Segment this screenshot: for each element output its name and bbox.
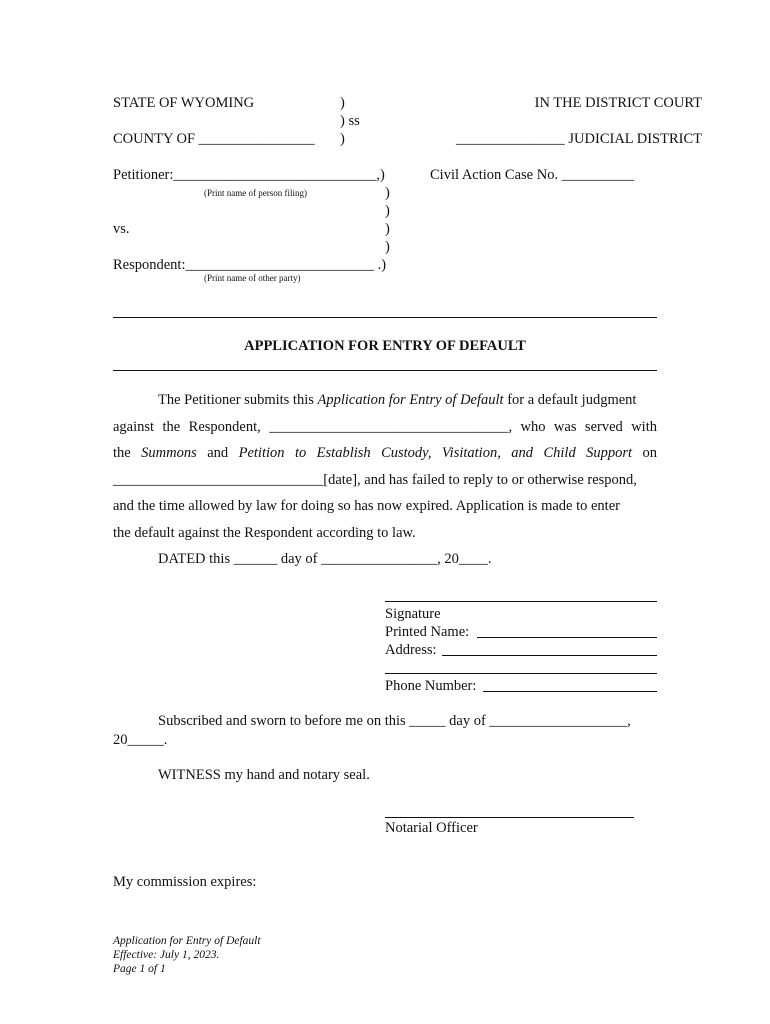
body-text: The Petitioner submits this — [158, 392, 318, 408]
notary-signature-line — [385, 817, 634, 818]
summons-italic: Summons — [141, 445, 197, 461]
body-text: on — [632, 445, 658, 461]
body-line: the default against the Respondent according to law. — [113, 524, 416, 541]
respondent-label: Respondent:__________________________ .) — [113, 257, 387, 273]
caption-paren: ) — [385, 239, 390, 255]
footer-effective-date: Effective: July 1, 2023. — [113, 949, 220, 961]
dated-line: DATED this ______ day of ________________, 20____. — [158, 551, 492, 567]
petition-title-italic: Petition to Establish Custody, Visitation, and Child Support — [238, 445, 633, 461]
application-paragraph — [113, 387, 657, 573]
body-line: and the time allowed by law for doing so has now expired. Application is made to enter — [113, 498, 620, 514]
county-label: COUNTY OF ________________ — [113, 131, 315, 147]
body-text: for a default judgment — [503, 392, 637, 408]
footer-form-name: Application for Entry of Default — [113, 935, 261, 947]
address-line — [442, 655, 657, 656]
vs-label: vs. — [113, 221, 130, 237]
court-label: IN THE DISTRICT COURT — [534, 95, 702, 111]
form-title-italic: Application for Entry of Default — [317, 392, 504, 408]
judicial-district-label: _______________ JUDICIAL DISTRICT — [456, 131, 702, 147]
body-line: _____________________________[date], and has failed to reply to or otherwise respond, — [113, 471, 637, 488]
case-number-label: Civil Action Case No. __________ — [430, 167, 635, 183]
printed-name-label: Printed Name: — [385, 624, 470, 640]
phone-number-line — [483, 691, 657, 692]
caption-paren: ) — [385, 203, 390, 219]
commission-expires-label: My commission expires: — [113, 874, 257, 890]
state-label: STATE OF WYOMING — [113, 95, 255, 111]
signature-line — [385, 601, 657, 602]
caption-paren: ) — [340, 131, 345, 147]
caption-paren: ) — [385, 185, 390, 201]
caption-ss: ) ss — [340, 113, 360, 129]
address-line-2 — [385, 673, 657, 674]
petitioner-hint: (Print name of person filing) — [204, 188, 307, 198]
caption-paren: ) — [385, 221, 390, 237]
footer-page-number: Page 1 of 1 — [113, 963, 166, 975]
body-text: and — [196, 445, 239, 461]
caption-paren: ) — [340, 95, 345, 111]
body-text: the — [113, 445, 142, 461]
printed-name-line — [477, 637, 657, 638]
body-line: against the Respondent, _________________________________, who was served with — [113, 418, 657, 435]
body-line — [113, 440, 657, 467]
sworn-year-line: 20_____. — [113, 732, 168, 748]
title-bottom-rule — [113, 370, 657, 371]
petitioner-label: Petitioner:____________________________,) — [113, 167, 385, 183]
address-label: Address: — [385, 642, 437, 658]
signature-label: Signature — [385, 606, 441, 622]
phone-number-label: Phone Number: — [385, 678, 477, 694]
witness-line: WITNESS my hand and notary seal. — [158, 767, 370, 783]
document-title: APPLICATION FOR ENTRY OF DEFAULT — [244, 338, 526, 354]
sworn-line: Subscribed and sworn to before me on this _____ day of ___________________, — [158, 713, 631, 729]
body-line — [113, 387, 657, 414]
title-top-rule — [113, 317, 657, 318]
respondent-hint: (Print name of other party) — [204, 273, 301, 283]
notarial-officer-label: Notarial Officer — [385, 820, 478, 836]
